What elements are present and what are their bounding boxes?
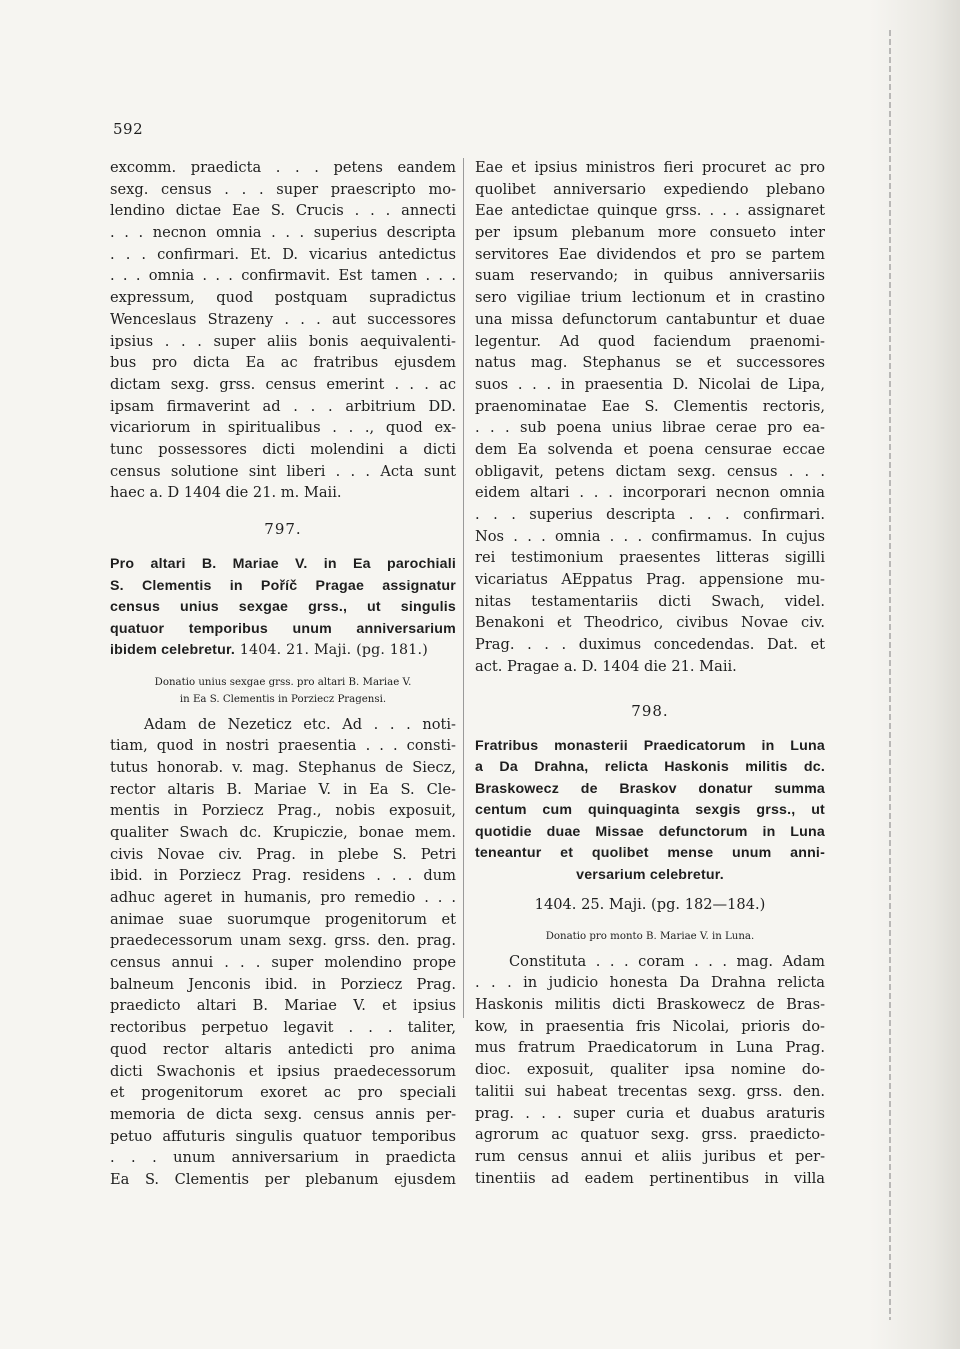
text-line: excomm. praedicta . . . petens eandem (110, 159, 456, 176)
text-line: ipsius . . . super aliis bonis aequivalenti- (110, 332, 456, 350)
right-column (475, 157, 825, 1189)
heading-line: Pro altari B. Mariae V. in Ea parochiali (110, 556, 456, 572)
text-line: lendino dictae Eae S. Crucis . . . annecti (110, 202, 456, 220)
text-line: praedecessorum unam sexg. grss. den. prag. (110, 932, 456, 950)
text-line: bus pro dicta Ea ac fratribus ejusdem (110, 354, 456, 372)
text-line: et progenitorum exoret ac pro speciali (110, 1084, 456, 1102)
text-line: kow, in praesentia fris Nicolai, prioris do- (475, 1017, 825, 1035)
text-line: Haskonis militis dicti Braskowecz de Bras- (475, 996, 825, 1014)
text-line: rector altaris B. Mariae V. in Ea S. Cle- (110, 780, 456, 798)
text-line: mus fratrum Praedicatorum in Luna Prag. (475, 1039, 825, 1057)
document-number: 797. (264, 520, 302, 538)
text-line: dictam sexg. grss. census emerint . . . ac (110, 375, 456, 393)
text-line: memoria de dicta sexg. census annis per- (110, 1105, 456, 1123)
text-line: adhuc ageret in humanis, pro remedio . . . (110, 889, 456, 906)
text-line: tiam, quod in nostri praesentia . . . consti- (110, 737, 456, 755)
document-798 (475, 702, 825, 1190)
text-line: census solutione sint liberi . . . Acta sunt (110, 462, 456, 480)
text-line: Constituta . . . coram . . . mag. Adam (509, 952, 825, 970)
text-line: haec a. D 1404 die 21. m. Maii. (110, 484, 342, 502)
text-line: act. Pragae a. D. 1404 die 21. Maii. (475, 657, 737, 675)
text-line: nitas testamentariis dicti Swach, videl. (475, 592, 825, 610)
text-line: servitores Eae dividendos et pro se partem (475, 245, 825, 263)
document-date: 1404. 25. Maji. (pg. 182—184.) (534, 896, 766, 913)
continuation-text (110, 157, 456, 504)
text-line: dem Ea solvenda et poena censurae eccae (475, 440, 825, 458)
text-line: Eae antedictae quinque grss. . . . assignaret (475, 202, 825, 220)
text-line: civis Novae civ. Prag. in plebe S. Petri (110, 845, 456, 863)
document-body (110, 714, 456, 1191)
text-line: obligavit, petens dictam sexg. census . . . (475, 462, 825, 480)
text-line: Eae et ipsius ministros fieri procuret ac pro (475, 159, 825, 176)
text-line: Adam de Nezeticz etc. Ad . . . noti- (144, 715, 456, 733)
regest-line: Donatio unius sexgae grss. pro altari B. Mariae V. (154, 676, 412, 688)
text-line: Wenceslaus Strazeny . . . aut successores (110, 310, 456, 328)
text-line: Benakoni et Theodrico, civibus Novae civ. (475, 614, 825, 632)
text-line: Ea S. Clementis per plebanum ejusdem (110, 1170, 456, 1188)
regest-line: Donatio pro monto B. Mariae V. in Luna. (545, 930, 755, 942)
text-line: quod rector altaris antedicti pro anima (110, 1040, 456, 1058)
heading-line: a Da Drahna, relicta Haskonis militis dc. (475, 759, 825, 775)
heading-line: S. Clementis in Poříč Pragae assignatur (110, 577, 456, 594)
text-line: sexg. census . . . super praescripto mo- (110, 180, 456, 198)
heading-line: census unius sexgae grss., ut singulis (110, 599, 456, 615)
page-number: 592 (113, 120, 144, 138)
text-line: balneum Jenconis ibid. in Porziecz Prag. (110, 975, 456, 993)
text-line: quolibet anniversario expediendo plebano (475, 180, 825, 198)
text-line: sero vigiliae trium lectionum et in crastino (475, 289, 825, 307)
text-line: vicariatus AEppatus Prag. appensione mu- (475, 571, 825, 589)
scan-edge-shadow (870, 0, 960, 1349)
document-body (475, 951, 825, 1190)
text-line: Nos . . . omnia . . . confirmamus. In cujus (475, 527, 825, 545)
text-line: . . . sub poena unius librae cerae pro ea- (475, 419, 825, 437)
text-line: Prag. . . . duximus concedendas. Dat. et (475, 636, 825, 654)
text-line: . . . superius descripta . . . confirmari. (475, 506, 825, 523)
text-line: praedicto altari B. Mariae V. et ipsius (110, 997, 456, 1015)
column-divider (463, 158, 464, 1018)
text-line: dicti Swachonis et ipsius praedecessorum (110, 1062, 456, 1080)
text-line: animae suae suorumque progenitorum et (110, 910, 456, 928)
text-line: petuo affuturis singulis quatuor temporibus (110, 1127, 456, 1145)
text-line: expressum, quod postquam supradictus (110, 289, 456, 307)
text-line: dioc. exposuit, qualiter ipsa nomine do- (475, 1061, 825, 1079)
text-line: per ipsum plebanum more consueto inter (475, 224, 825, 242)
heading-line: versarium celebretur. (576, 866, 724, 883)
heading-line: centum cum quinquaginta sexgis grss., ut (475, 802, 825, 818)
document-heading (475, 736, 825, 887)
text-line: prag. . . . super curia et duabus araturis (475, 1104, 825, 1122)
heading-line (110, 640, 456, 662)
heading-line: Braskowecz de Braskov donatur summa (475, 780, 825, 797)
text-line: . . . unum anniversarium in praedicta (110, 1149, 456, 1167)
heading-date: 1404. 21. Maji. (pg. 181.) (235, 642, 428, 658)
text-line: mentis in Porziecz Prag., nobis exposuit, (110, 802, 456, 820)
heading-bold-part: ibidem celebretur. (110, 642, 236, 658)
document-797 (110, 520, 456, 1191)
text-line: natus mag. Stephanus se et successores (475, 354, 825, 372)
text-line: ibid. in Porziecz Prag. residens . . . dum (110, 867, 456, 885)
text-line: agrorum ac quatuor sexg. grss. praedicto- (475, 1126, 825, 1144)
text-line: . . . necnon omnia . . . superius descripta (110, 224, 456, 242)
text-line: . . . in judicio honesta Da Drahna relicta (475, 974, 825, 992)
text-line: . . . confirmari. Et. D. vicarius antedictus (110, 245, 456, 263)
text-line: legentur. Ad quod faciendum praenomi- (475, 332, 825, 350)
text-line: praenominatae Eae S. Clementis rectoris, (475, 397, 825, 415)
text-line: eidem altari . . . incorporari necnon omnia (475, 484, 825, 502)
text-line: una missa defunctorum cantabuntur et duae (475, 310, 825, 328)
text-line: rei testimonium praesentes litteras sigilli (475, 549, 825, 567)
text-line: qualiter Swach dc. Krupiczie, bonae mem. (110, 823, 456, 841)
scan-binding-line (889, 30, 891, 1320)
continuation-text (475, 157, 825, 678)
document-heading (110, 554, 456, 662)
text-line: vicariorum in spiritualibus . . ., quod ex- (110, 419, 456, 437)
left-column (110, 157, 456, 1191)
heading-line: quotidie duae Missae defunctorum in Luna (475, 823, 825, 840)
regest-line: in Ea S. Clementis in Porziecz Pragensi. (179, 693, 387, 705)
text-line: tunc possessores dicti molendini a dicti (110, 440, 456, 458)
text-line: tinentiis ad eadem pertinentibus in villa (475, 1169, 825, 1187)
document-number: 798. (631, 701, 669, 720)
text-line: ipsam firmaverint ad . . . arbitrium DD. (110, 397, 456, 415)
text-line: rectoribus perpetuo legavit . . . taliter, (110, 1019, 456, 1037)
text-line: census annui . . . super molendino prope (110, 954, 456, 972)
heading-line: quatuor temporibus unum anniversarium (110, 620, 456, 637)
heading-line: Fratribus monasterii Praedicatorum in Luna (475, 737, 825, 754)
heading-line: teneantur et quolibet mense unum anni- (475, 845, 825, 861)
text-line: tutus honorab. v. mag. Stephanus de Siecz, (110, 758, 456, 776)
text-line: suam reservando; in quibus anniversariis (475, 267, 825, 285)
text-line: talitii sui habeat trecentas sexg. grss. den. (475, 1082, 825, 1100)
text-line: . . . omnia . . . confirmavit. Est tamen . . . (110, 267, 456, 285)
text-line: suos . . . in praesentia D. Nicolai de Lipa, (475, 375, 825, 393)
text-line: rum census annui et aliis juribus et per- (475, 1147, 825, 1165)
